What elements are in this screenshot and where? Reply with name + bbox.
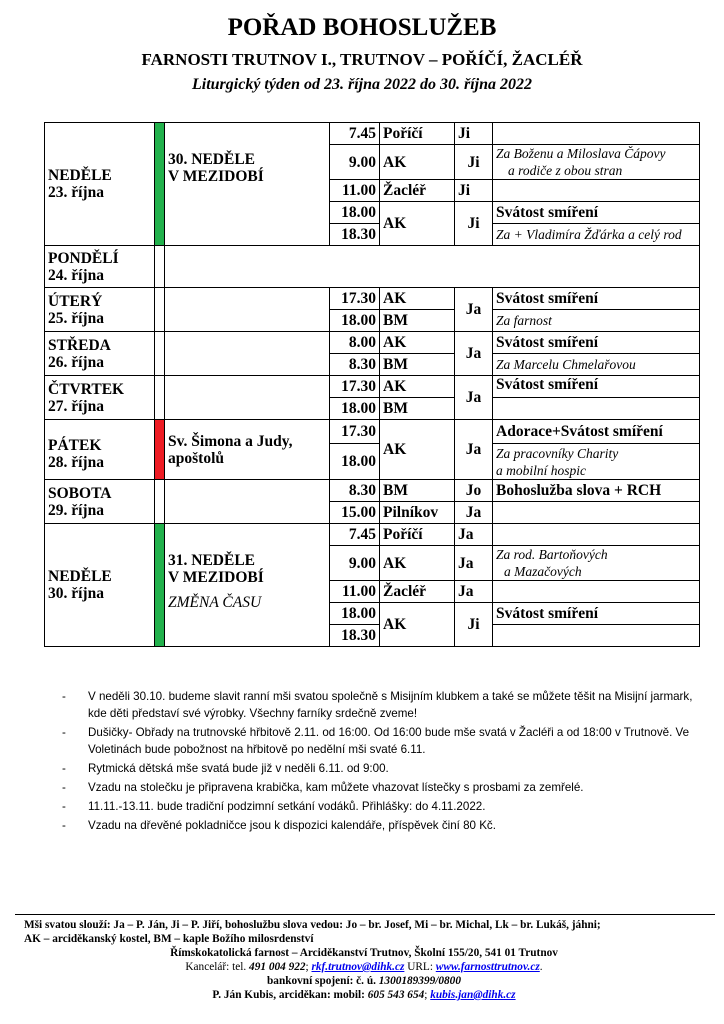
time-cell: 18.00 [330,202,380,224]
feast-cell [165,332,330,376]
time-cell: 18.00 [330,310,380,332]
time-cell: 18.30 [330,625,380,647]
celebrant-cell: Ja [455,420,493,480]
time-cell: 18.00 [330,444,380,480]
footer-office-contact: Kancelář: tel. 491 004 922; rkf.trutnov@dihk.cz URL: www.farnosttrutnov.cz. [185,961,543,973]
list-item: - Rytmická dětská mše svatá bude již v neděli 6.11. od 9:00. [62,762,389,775]
celebrant-cell: Jo [455,480,493,502]
celebrant-cell: Ja [455,546,493,581]
celebrant-cell: Ja [455,524,493,546]
liturgical-color-empty [155,246,165,288]
liturgical-color-green [155,123,165,246]
day-cell: NEDĚLE 30. října [45,524,155,647]
place-cell: AK [380,202,455,246]
liturgical-week: Liturgický týden od 23. října 2022 do 30. října 2022 [191,76,532,93]
list-item: - 11.11.-13.11. bude tradiční podzimní setkání vodáků. Přihlášky: do 4.11.2022. [62,800,486,813]
note-cell: Za Boženu a Miloslava Čápovy a rodiče z obou stran [493,145,700,180]
place-cell: Pilníkov [380,502,455,524]
place-cell: Žacléř [380,581,455,603]
place-cell: Poříčí [380,123,455,145]
time-cell: 11.00 [330,581,380,603]
celebrant-cell: Ja [455,376,493,420]
time-cell: 17.30 [330,420,380,444]
celebrant-cell: Ji [455,603,493,647]
note-cell [493,180,700,202]
note-cell: Svátost smíření [493,202,700,224]
announcements-list [60,688,700,836]
note-cell: Svátost smíření [493,332,700,354]
place-cell: BM [380,310,455,332]
liturgical-color-red [155,420,165,480]
feast-cell: 31. NEDĚLE V MEZIDOBÍ ZMĚNA ČASU [165,524,330,647]
time-cell: 7.45 [330,123,380,145]
footer-parish-address: Římskokatolická farnost – Arciděkanství Trutnov, Školní 155/20, 541 01 Trutnov [170,947,558,959]
table-row [45,246,700,288]
place-cell: AK [380,603,455,647]
place-cell: Žacléř [380,180,455,202]
list-item: - Dušičky- Obřady na trutnovské hřbitově 2.11. od 16:00. Od 16:00 bude mše svatá v Žacléři a od 18:00 v Trutnově. Ve Voletinách bude pobožnost na hřbitově po nedělní mši svaté 6.11. [62,726,690,756]
time-cell: 8.30 [330,480,380,502]
place-cell: AK [380,288,455,310]
place-cell: AK [380,145,455,180]
footer-divider [15,914,715,915]
day-cell: STŘEDA 26. října [45,332,155,376]
celebrant-cell: Ja [455,581,493,603]
time-cell: 7.45 [330,524,380,546]
website-link[interactable]: www.farnosttrutnov.cz [435,961,540,973]
place-cell: BM [380,398,455,420]
feast-cell [165,288,330,332]
note-cell: Za rod. Bartoňových a Mazačových [493,546,700,581]
priest-email-link[interactable]: kubis.jan@dihk.cz [430,989,516,1001]
feast-cell [165,480,330,524]
place-cell: AK [380,420,455,480]
place-cell: Poříčí [380,524,455,546]
time-cell: 8.30 [330,354,380,376]
time-cell: 8.00 [330,332,380,354]
list-item: - Vzadu na dřevěné pokladničce jsou k dispozici kalendáře, příspěvek činí 80 Kč. [62,819,496,832]
table-row [45,524,700,546]
note-cell [493,625,700,647]
time-cell: 17.30 [330,288,380,310]
note-cell: Svátost smíření [493,603,700,625]
note-cell: Bohoslužba slova + RCH [493,480,700,502]
schedule-table [44,122,700,647]
celebrant-cell: Ja [455,288,493,332]
footer-legend-places: AK – arciděkanský kostel, BM – kaple Božího milosrdenství [24,933,314,945]
celebrant-cell: Ja [455,502,493,524]
liturgical-color-empty [155,332,165,376]
table-row [45,480,700,502]
office-email-link[interactable]: rkf.trutnov@dihk.cz [311,961,405,973]
time-cell: 9.00 [330,145,380,180]
feast-cell: Sv. Šimona a Judy, apoštolů [165,420,330,480]
note-cell [493,398,700,420]
footer [24,918,704,1002]
place-cell: AK [380,546,455,581]
time-cell: 17.30 [330,376,380,398]
table-row [45,420,700,444]
feast-cell: 30. NEDĚLE V MEZIDOBÍ [165,123,330,246]
parish-subtitle: FARNOSTI TRUTNOV I., TRUTNOV – POŘÍČÍ, ŽACLÉŘ [141,50,583,69]
table-row [45,123,700,145]
place-cell: BM [380,354,455,376]
time-cell: 15.00 [330,502,380,524]
note-cell [493,524,700,546]
day-cell: ČTVRTEK 27. října [45,376,155,420]
note-cell: Za pracovníky Charity a mobilní hospic [493,444,700,480]
day-cell: NEDĚLE 23. října [45,123,155,246]
note-cell [493,581,700,603]
footer-priest-contact: P. Ján Kubis, arciděkan: mobil: 605 543 654; kubis.jan@dihk.cz [212,989,516,1001]
celebrant-cell: Ji [455,202,493,246]
note-cell: Adorace+Svátost smíření [493,420,700,444]
celebrant-cell: Ja [455,332,493,376]
page-title: POŘAD BOHOSLUŽEB [227,14,497,41]
celebrant-cell: Ji [455,145,493,180]
celebrant-cell: Ji [455,123,493,145]
list-item: - V neděli 30.10. budeme slavit ranní mši svatou společně s Misijním klubkem a také se můžete těšit na Misijní jarmark, kde děti představí své výrobky. Všechny farníky srdečně zveme! [62,690,693,720]
footer-bank: bankovní spojení: č. ú. 1300189399/0800 [267,975,461,987]
time-cell: 11.00 [330,180,380,202]
table-row [45,288,700,310]
footer-legend-celebrants: Mši svatou slouží: Ja – P. Ján, Ji – P. Jiří, bohoslužbu slova vedou: Jo – br. Josef, Mi – br. Michal, Lk – br. Lukáš, jáhni; [24,919,601,931]
celebrant-cell: Ji [455,180,493,202]
liturgical-color-empty [155,376,165,420]
day-cell: ÚTERÝ 25. října [45,288,155,332]
day-cell: PÁTEK 28. října [45,420,155,480]
place-cell: AK [380,332,455,354]
time-cell: 18.00 [330,603,380,625]
empty-cell [165,246,700,288]
liturgical-color-empty [155,288,165,332]
time-cell: 18.30 [330,224,380,246]
time-cell: 9.00 [330,546,380,581]
time-cell: 18.00 [330,398,380,420]
note-cell: Za farnost [493,310,700,332]
place-cell: AK [380,376,455,398]
note-cell: Svátost smíření [493,376,700,398]
note-cell: Svátost smíření [493,288,700,310]
table-row [45,332,700,354]
list-item: - Vzadu na stolečku je připravena krabička, kam můžete vhazovat lístečky s prosbami za zemřelé. [62,781,584,794]
day-cell: PONDĚLÍ 24. října [45,246,155,288]
day-cell: SOBOTA 29. října [45,480,155,524]
note-cell: Za Marcelu Chmelařovou [493,354,700,376]
table-row [45,376,700,398]
feast-cell [165,376,330,420]
place-cell: BM [380,480,455,502]
liturgical-color-empty [155,480,165,524]
note-cell [493,502,700,524]
note-cell [493,123,700,145]
liturgical-color-green [155,524,165,647]
note-cell: Za + Vladimíra Žďárka a celý rod [493,224,700,246]
